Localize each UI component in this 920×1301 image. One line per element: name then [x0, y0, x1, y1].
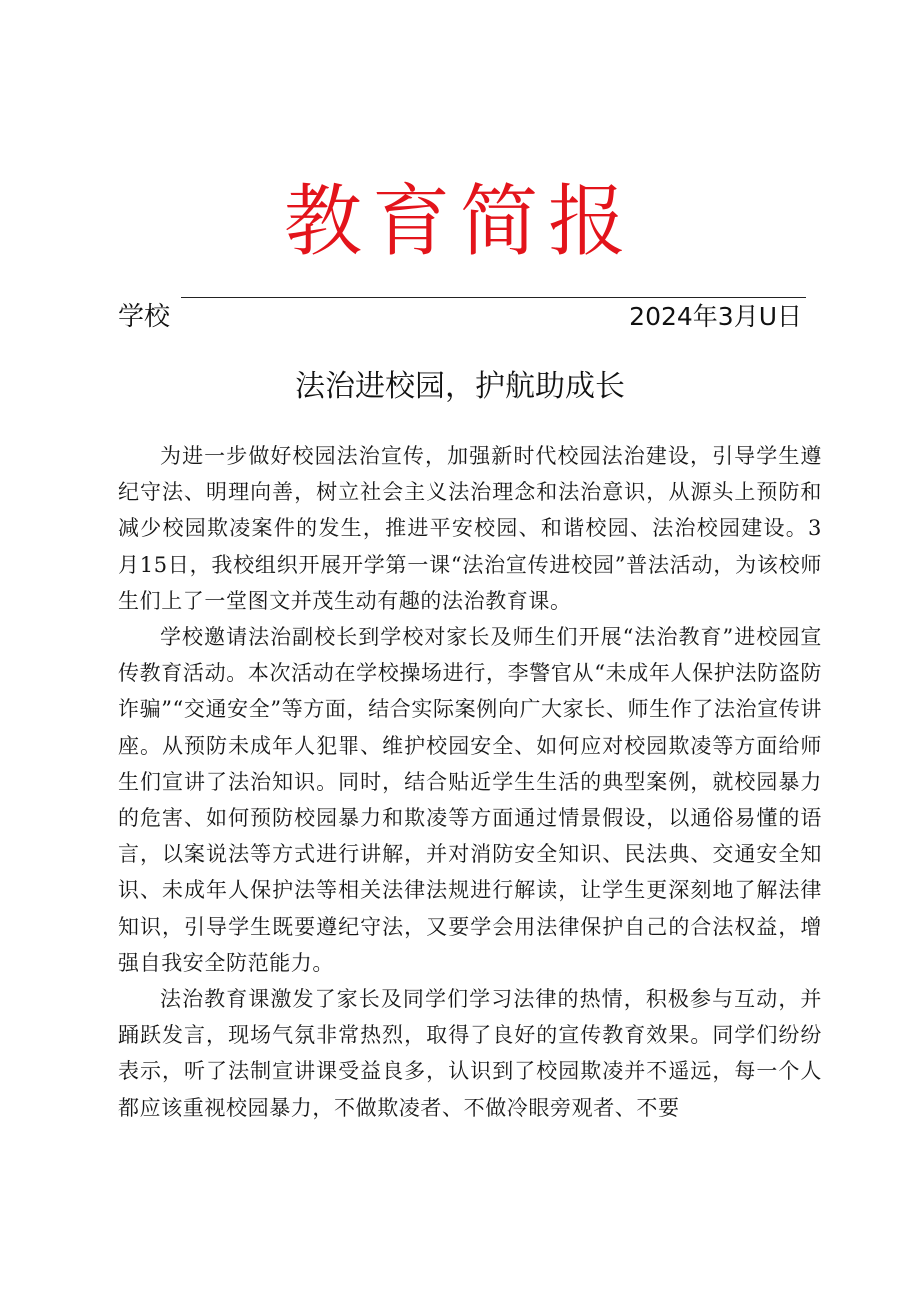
paragraph: 学校邀请法治副校长到学校对家长及师生们开展“法治教育”进校园宣传教育活动。本次活动在学校操场进行，李警官从“未成年人保护法防盗防诈骗”“交通安全”等方面，结合实际案例向广大家长、师生作了法治宣传讲座。从预防未成年人犯罪、维护校园安全、如何应对校园欺凌等方面给师生们宣讲了法治知识。同时，结合贴近学生生活的典型案例，就校园暴力的危害、如何预防校园暴力和欺凌等方面通过情景假设，以通俗易懂的语言，以案说法等方式进行讲解，并对消防安全知识、民法典、交通安全知识、未成年人保护法等相关法律法规进行解读，让学生更深刻地了解法律知识，引导学生既要遵纪守法，又要学会用法律保护自己的合法权益，增强自我安全防范能力。	[118, 625, 822, 975]
issue-date: 2024年3月U日	[629, 302, 802, 331]
masthead-title: 教育简报	[283, 177, 636, 267]
paragraph: 法治教育课激发了家长及同学们学习法律的热情，积极参与互动，并踊跃发言，现场气氛非常热烈，取得了良好的宣传教育效果。同学们纷纷表示，听了法制宣讲课受益良多，认识到了校园欺凌并不遥远，每一个人都应该重视校园暴力，不做欺凌者、不做冷眼旁观者、不要	[118, 987, 822, 1120]
paragraph: 为进一步做好校园法治宣传，加强新时代校园法治建设，引导学生遵纪守法、明理向善，树立社会主义法治理念和法治意识，从源头上预防和减少校园欺凌案件的发生，推进平安校园、和谐校园、法治校园建设。3月15日，我校组织开展开学第一课“法治宣传进校园”普法活动，为该校师生们上了一堂图文并茂生动有趣的法治教育课。	[118, 444, 822, 613]
header-divider	[181, 297, 806, 298]
article-body	[118, 438, 822, 1126]
school-label: 学校	[118, 302, 171, 332]
article-title: 法治进校园，护航助成长	[295, 369, 625, 404]
